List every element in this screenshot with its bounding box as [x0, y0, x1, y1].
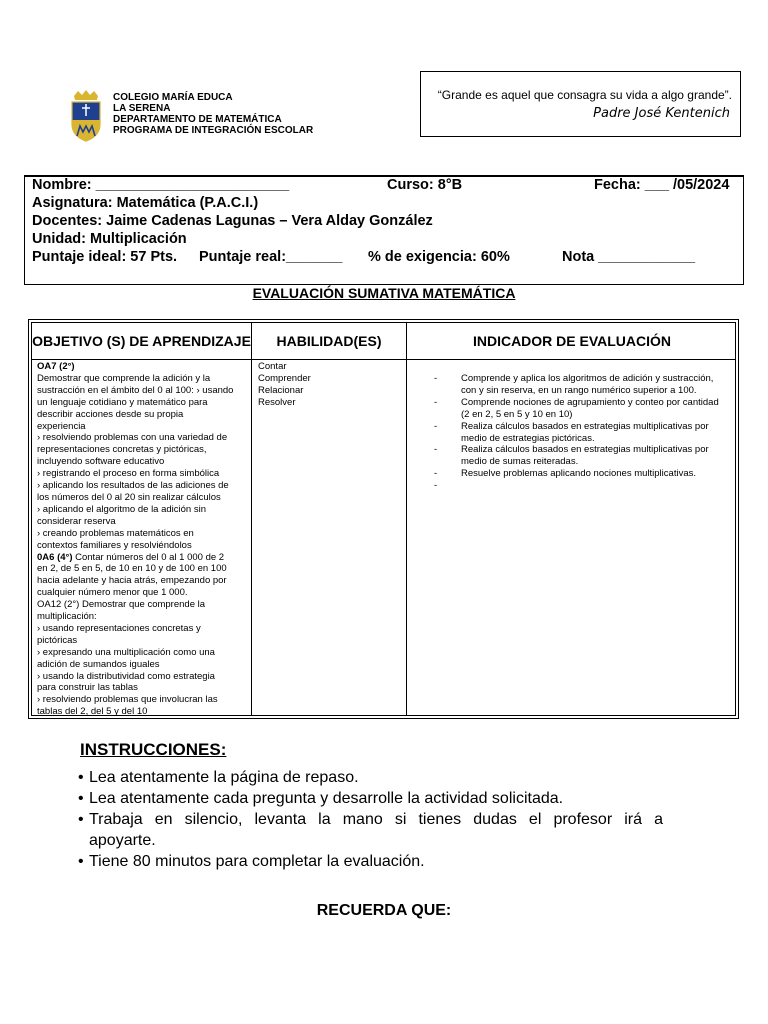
oa6-label: 0A6 (4°) — [37, 551, 73, 563]
header-objectives: OBJETIVO (S) DE APRENDIZAJE — [32, 332, 251, 349]
instruction-item: • Trabaja en silencio, levanta la mano si tienes dudas el profesor irá a apoyarte. — [78, 811, 663, 849]
indicator-item: - — [434, 480, 438, 492]
grade-field[interactable]: Nota ____________ — [562, 249, 696, 265]
header-divider — [32, 359, 735, 360]
teachers-label: Docentes: Jaime Cadenas Lagunas – Vera Alday González — [32, 213, 433, 229]
school-program: PROGRAMA DE INTEGRACIÓN ESCOLAR — [113, 125, 314, 136]
requirement-label: % de exigencia: 60% — [368, 249, 510, 265]
instructions-title: INSTRUCCIONES: — [80, 740, 227, 759]
unit-label: Unidad: Multiplicación — [32, 231, 187, 247]
date-field[interactable]: Fecha: ___ /05/2024 — [594, 177, 730, 193]
bullet-icon: • — [78, 811, 84, 828]
objectives-table — [28, 319, 739, 719]
indicators-cell — [434, 373, 719, 492]
evaluation-title: EVALUACIÓN SUMATIVA MATEMÁTICA — [252, 285, 516, 301]
skills-cell — [258, 361, 311, 409]
skill-item: Comprender — [258, 372, 311, 384]
oa7-label: OA7 (2°) — [37, 361, 75, 372]
indicator-item: - Comprende y aplica los algoritmos de adición y sustracción, con y sin reserva, en un rango numérico superior a 100. — [434, 373, 714, 396]
school-city: LA SERENA — [113, 103, 171, 114]
quote-author: Padre José Kentenich — [593, 106, 730, 121]
instruction-item: • Tiene 80 minutos para completar la evaluación. — [78, 853, 425, 870]
instruction-item: • Lea atentamente cada pregunta y desarrolle la actividad solicitada. — [78, 790, 564, 807]
quote-text: “Grande es aquel que consagra su vida a algo grande”. — [437, 88, 732, 102]
skill-item: Resolver — [258, 396, 296, 408]
bullet-icon: • — [78, 769, 84, 786]
bullet-icon: • — [78, 790, 84, 807]
remember-heading: RECUERDA QUE: — [316, 902, 452, 919]
column-divider — [251, 323, 252, 715]
name-field[interactable]: Nombre: ________________________ — [32, 177, 290, 193]
quote-box — [420, 71, 741, 137]
skill-item: Relacionar — [258, 384, 304, 396]
bullet-icon: • — [78, 853, 84, 870]
real-score-field[interactable]: Puntaje real:_______ — [199, 249, 343, 265]
school-name: COLEGIO MARÍA EDUCA — [113, 92, 233, 103]
school-department: DEPARTAMENTO DE MATEMÁTICA — [113, 114, 282, 125]
ideal-score-label: Puntaje ideal: 57 Pts. — [32, 249, 178, 265]
header-skills: HABILIDAD(ES) — [276, 332, 382, 349]
school-crest-icon — [70, 90, 102, 142]
header-indicators: INDICADOR DE EVALUACIÓN — [472, 332, 672, 349]
indicator-item: - Comprende nociones de agrupamiento y conteo por cantidad (2 en 2, 5 en 5 y 10 en 10) — [434, 396, 719, 420]
indicator-item: - Realiza cálculos basados en estrategias multiplicativas por medio de sumas reiteradas. — [434, 444, 709, 468]
objectives-cell: OA7 (2°) Demostrar que comprende la adición y la sustracción en el ámbito del 0 al 100: › usando un lenguaje cotidiano y matemático para describir acciones desde su propia experiencia › resolviendo problemas con una variedad de representaciones concretas y pictóricas, incluyendo software educativo › registrando el proceso en forma simbólica › aplicando los resultados de las adiciones de los números del 0 al 20 sin realizar cálculos › aplicando el algoritmo de la adición sin considerar reserva › creando problemas matemáticos en contextos familiares y resolviéndolos 0A6 (4°) Contar números del 0 al 1 000 de 2 en 2, de 5 en 5, de 10 en 10 y de 100 en 100 hacia adelante y hacia atrás, empezando por cualquier número menor que 1 000. OA12 (2°) Demostrar que comprende la multiplicación: › usando representaciones concretas y pictóricas › expresando una multiplicación como una adición de sumandos iguales › usando la distributividad como estrategia para construir las tablas › resolviendo problemas que involucran las tablas del 2, del 5 y del 10 — [37, 361, 234, 718]
indicator-item: - Realiza cálculos basados en estrategias multiplicativas por medio de estrategias pictóricas. — [434, 420, 709, 444]
course-label: Curso: 8°B — [387, 177, 463, 193]
column-divider — [406, 323, 407, 715]
school-info — [113, 92, 313, 136]
instructions-list — [78, 767, 663, 872]
subject-label: Asignatura: Matemática (P.A.C.I.) — [32, 195, 259, 211]
indicator-item: - Resuelve problemas aplicando nociones multiplicativas. — [434, 468, 696, 480]
skill-item: Contar — [258, 361, 287, 372]
instruction-item: • Lea atentamente la página de repaso. — [78, 769, 359, 786]
student-info-box — [24, 175, 744, 285]
